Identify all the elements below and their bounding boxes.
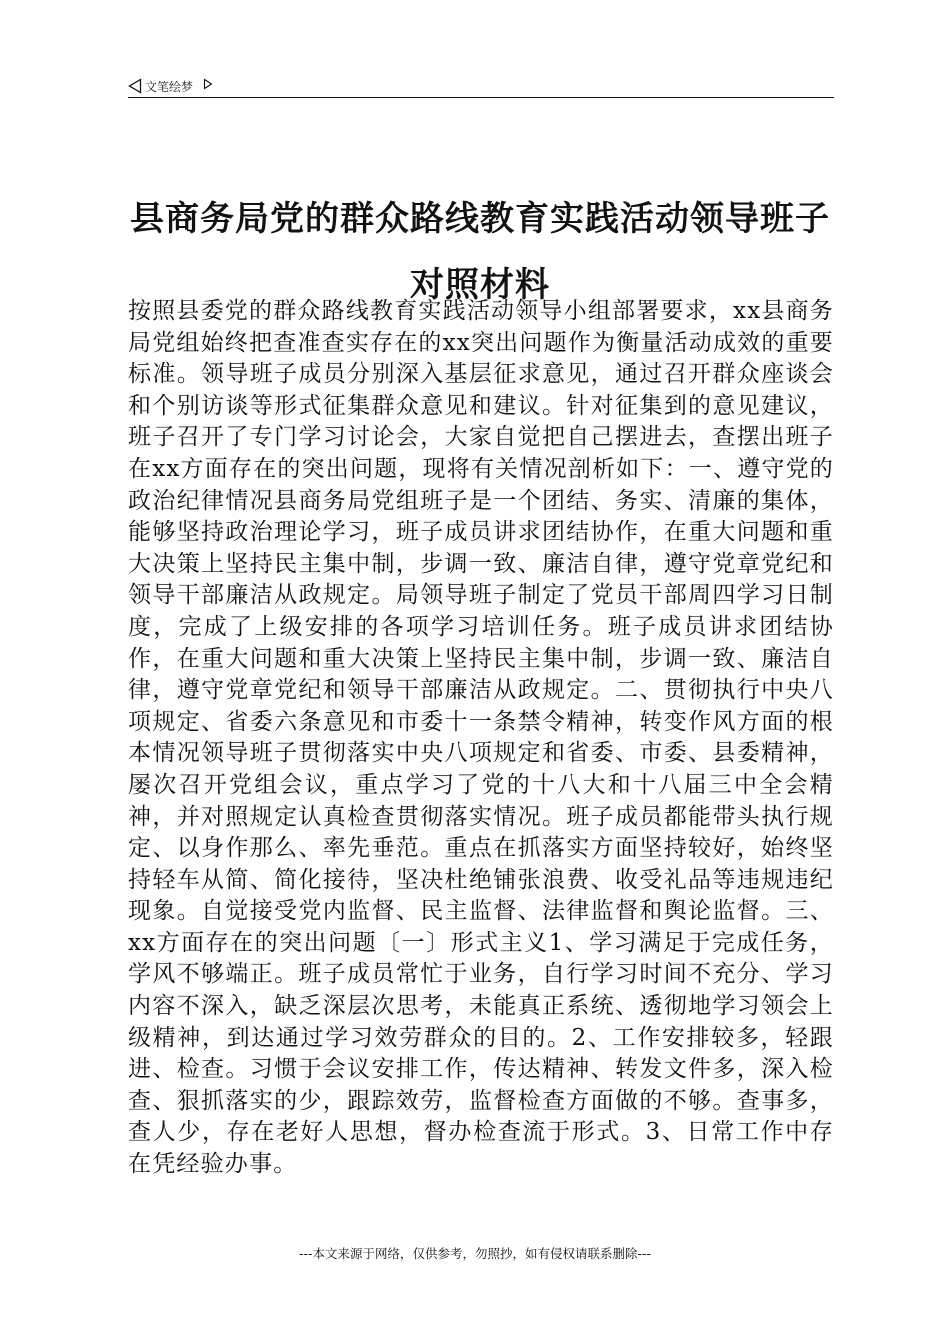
right-triangle-icon: [203, 78, 213, 90]
header-divider: [128, 97, 834, 98]
footer-disclaimer: ---本文来源于网络，仅供参考，勿照抄，如有侵权请联系删除---: [298, 1246, 652, 1261]
body-paragraph: 按照县委党的群众路线教育实践活动领导小组部署要求，xx县商务局党组始终把查准查实存在的xx突出问题作为衡量活动成效的重要标准。领导班子成员分别深入基层征求意见，通过召开群众座谈会和个别访谈等形式征集群众意见和建议。针对征集到的意见建议，班子召开了专门学习讨论会，大家自觉把自己摆进去，查摆出班子在xx方面存在的突出问题，现将有关情况剖析如下：一、遵守党的政治纪律情况县商务局党组班子是一个团结、务实、清廉的集体，能够坚持政治理论学习，班子成员讲求团结协作，在重大问题和重大决策上坚持民主集中制，步调一致、廉洁自律，遵守党章党纪和领导干部廉洁从政规定。局领导班子制定了党员干部周四学习日制度，完成了上级安排的各项学习培训任务。班子成员讲求团结协作，在重大问题和重大决策上坚持民主集中制，步调一致、廉洁自律，遵守党章党纪和领导干部廉洁从政规定。二、贯彻执行中央八项规定、省委六条意见和市委十一条禁令精神，转变作风方面的根本情况领导班子贯彻落实中央八项规定和省委、市委、县委精神，屡次召开党组会议，重点学习了党的十八大和十八届三中全会精神，并对照规定认真检查贯彻落实情况。班子成员都能带头执行规定、以身作那么、率先垂范。重点在抓落实方面坚持较好，始终坚持轻车从简、简化接待，坚决杜绝铺张浪费、收受礼品等违规违纪现象。自觉接受党内监督、民主监督、法律监督和舆论监督。三、xx方面存在的突出问题〔一〕形式主义1、学习满足于完成任务，学风不够端正。班子成员常忙于业务，自行学习时间不充分、学习内容不深入，缺乏深层次思考，未能真正系统、透彻地学习领会上级精神，到达通过学习效劳群众的目的。2、工作安排较多，轻跟进、检查。习惯于会议安排工作，传达精神、转发文件多，深入检查、狠抓落实的少，跟踪效劳，监督检查方面做的不够。查事多，查人少，存在老好人思想，督办检查流于形式。3、日常工作中存在凭经验办事。: [128, 298, 834, 1178]
title-line-1: 县商务局党的群众路线教育实践活动领导班子: [130, 199, 830, 239]
header-brand: 文笔绘梦: [145, 79, 194, 94]
title-line-2: 对照材料: [410, 265, 550, 305]
left-triangle-icon: [128, 78, 142, 94]
page-header: [128, 74, 832, 98]
